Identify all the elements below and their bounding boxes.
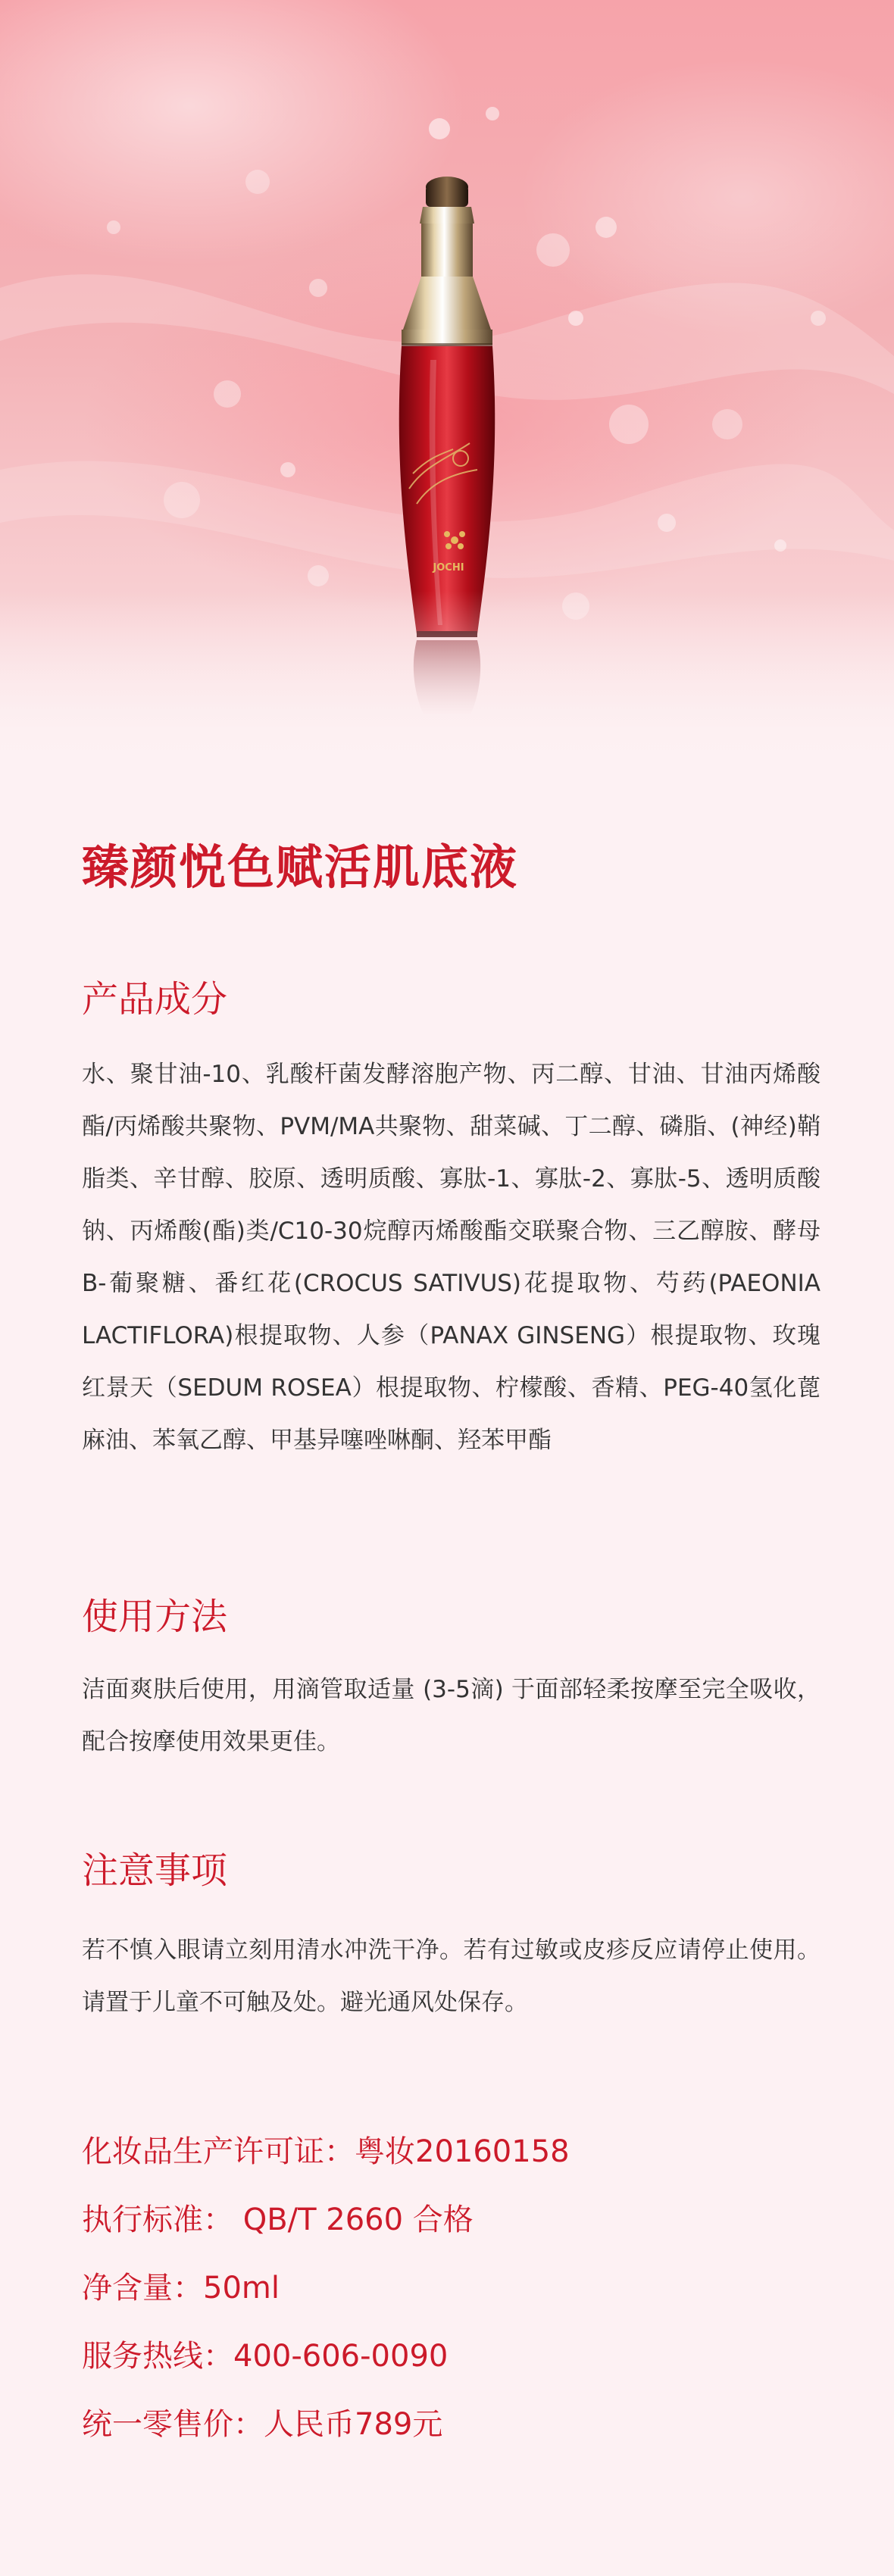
hero-fade-overlay <box>0 591 894 765</box>
ingredients-text: 水、聚甘油-10、乳酸杆菌发酵溶胞产物、丙二醇、甘油、甘油丙烯酸酯/丙烯酸共聚物、PVM/MA共聚物、甜菜碱、丁二醇、磷脂、(神经)鞘脂类、辛甘醇、胶原、透明质酸、寡肽-1、寡肽-2、寡肽-5、透明质酸钠、丙烯酸(酯)类/C10-30烷醇丙烯酸酯交联聚合物、三乙醇胺、酵母B-葡聚糖、番红花(CROCUS SATIVUS)花提取物、芍药(PAEONIA LACTIFLORA)根提取物、人参（PANAX GINSENG）根提取物、玫瑰红景天（SEDUM ROSEA）根提取物、柠檬酸、香精、PEG-40氢化蓖麻油、苯氧乙醇、甲基异噻唑啉酮、羟苯甲酯 <box>82 1061 821 1454</box>
usage-heading: 使用方法 <box>82 1596 228 1638</box>
net-content-info: 净含量：50ml <box>82 2271 280 2306</box>
standard-info: 执行标准： QB/T 2660 合格 <box>82 2202 474 2237</box>
license-info: 化妆品生产许可证：粤妆20160158 <box>82 2134 570 2169</box>
caution-text: 若不慎入眼请立刻用清水冲洗干净。若有过敏或皮疹反应请停止使用。请置于儿童不可触及处。避光通风处保存。 <box>82 1937 821 2016</box>
product-title: 臻颜悦色赋活肌底液 <box>82 839 519 895</box>
usage-text: 洁面爽肤后使用，用滴管取适量 (3-5滴) 于面部轻柔按摩至完全吸收，配合按摩使用效果更佳。 <box>82 1676 821 1755</box>
hero-banner <box>0 0 894 765</box>
price-info: 统一零售价：人民币789元 <box>82 2407 443 2442</box>
bottle-brand-text: JOCHI <box>433 562 464 574</box>
ingredients-heading: 产品成分 <box>82 978 228 1021</box>
hotline-info: 服务热线：400-606-0090 <box>82 2339 449 2374</box>
product-info-list <box>82 2118 570 2459</box>
caution-heading: 注意事项 <box>82 1849 228 1892</box>
